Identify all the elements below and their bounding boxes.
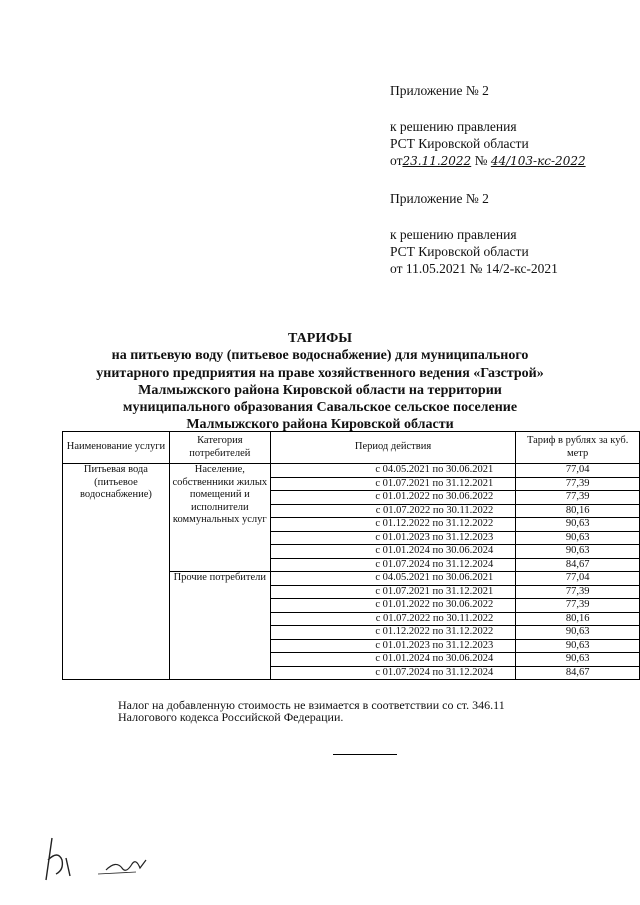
period-cell: с 01.01.2024 по 30.06.2024 [270, 545, 516, 559]
header-block-old [390, 190, 558, 277]
title-main: ТАРИФЫ [288, 331, 352, 346]
period-cell: с 01.07.2022 по 30.11.2022 [270, 504, 516, 518]
period-cell: с 01.07.2021 по 31.12.2021 [270, 477, 516, 491]
tariff-cell: 90,63 [516, 518, 640, 532]
title-line: на питьевую воду (питьевое водоснабжение) для муниципального [111, 348, 529, 364]
tariff-cell: 77,04 [516, 464, 640, 478]
period-cell: с 01.01.2023 по 31.12.2023 [270, 531, 516, 545]
tariff-cell: 90,63 [516, 653, 640, 667]
tariff-cell: 84,67 [516, 558, 640, 572]
col-category: Категория потребителей [169, 432, 270, 464]
table-header-row [63, 432, 640, 464]
tariff-table [62, 431, 640, 680]
tariff-cell: 84,67 [516, 666, 640, 680]
vat-note-line1: Налог на добавленную стоимость не взимается в соответствии со ст. 346.11 [118, 698, 505, 712]
period-cell: с 01.07.2024 по 31.12.2024 [270, 558, 516, 572]
period-cell: с 01.01.2023 по 31.12.2023 [270, 639, 516, 653]
category-cell: Население, собственники жилых помещений и исполнители коммунальных услуг [169, 464, 270, 572]
tariff-cell: 77,39 [516, 491, 640, 505]
tariff-cell: 80,16 [516, 504, 640, 518]
title-line: унитарного предприятия на праве хозяйственного ведения «Газстрой» [96, 365, 544, 381]
tariff-cell: 77,04 [516, 572, 640, 586]
date-number-line-2: от 11.05.2021 № 14/2-кс-2021 [390, 261, 558, 276]
tariff-cell: 90,63 [516, 639, 640, 653]
tariff-cell: 77,39 [516, 599, 640, 613]
document-title [0, 330, 640, 434]
tariff-cell: 90,63 [516, 626, 640, 640]
table-body [63, 464, 640, 680]
vat-note-line2: Налогового кодекса Российской Федерации. [118, 710, 344, 724]
service-cell: Питьевая вода (питьевое водоснабжение) [63, 464, 170, 680]
tariff-cell: 90,63 [516, 531, 640, 545]
period-cell: с 01.01.2022 по 30.06.2022 [270, 599, 516, 613]
title-line: Малмыжского района Кировской области [186, 417, 454, 433]
period-cell: с 01.01.2024 по 30.06.2024 [270, 653, 516, 667]
period-cell: с 04.05.2021 по 30.06.2021 [270, 464, 516, 478]
period-cell: с 01.12.2022 по 31.12.2022 [270, 626, 516, 640]
handwritten-date: 23.11.2022 [402, 154, 472, 168]
tariff-cell: 77,39 [516, 585, 640, 599]
signature-icon [36, 830, 166, 890]
category-cell: Прочие потребители [169, 572, 270, 680]
col-period: Период действия [270, 432, 516, 464]
title-line: муниципального образования Савальское сельское поселение [122, 400, 518, 416]
period-cell: с 04.05.2021 по 30.06.2021 [270, 572, 516, 586]
authority-line: РСТ Кировской области [390, 136, 529, 151]
appendix-title: Приложение № 2 [390, 83, 489, 98]
decision-line: к решению правления [390, 119, 517, 134]
title-line: Малмыжского района Кировской области на территории [138, 382, 502, 398]
divider [333, 754, 397, 755]
period-cell: с 01.01.2022 по 30.06.2022 [270, 491, 516, 505]
period-cell: с 01.07.2022 по 30.11.2022 [270, 612, 516, 626]
tariff-cell: 80,16 [516, 612, 640, 626]
appendix-title-2: Приложение № 2 [390, 191, 489, 206]
decision-line-2: к решению правления [390, 227, 517, 242]
authority-line-2: РСТ Кировской области [390, 244, 529, 259]
col-service: Наименование услуги [63, 432, 170, 464]
period-cell: с 01.07.2024 по 31.12.2024 [270, 666, 516, 680]
date-number-line: от23.11.2022 № 44/103-кс-2022 [390, 153, 586, 168]
period-cell: с 01.07.2021 по 31.12.2021 [270, 585, 516, 599]
handwritten-number: 44/103-кс-2022 [490, 154, 586, 168]
period-cell: с 01.12.2022 по 31.12.2022 [270, 518, 516, 532]
col-tariff: Тариф в рублях за куб. метр [516, 432, 640, 464]
table-row [63, 464, 640, 478]
header-block-new [390, 82, 586, 170]
tariff-cell: 90,63 [516, 545, 640, 559]
tariff-cell: 77,39 [516, 477, 640, 491]
